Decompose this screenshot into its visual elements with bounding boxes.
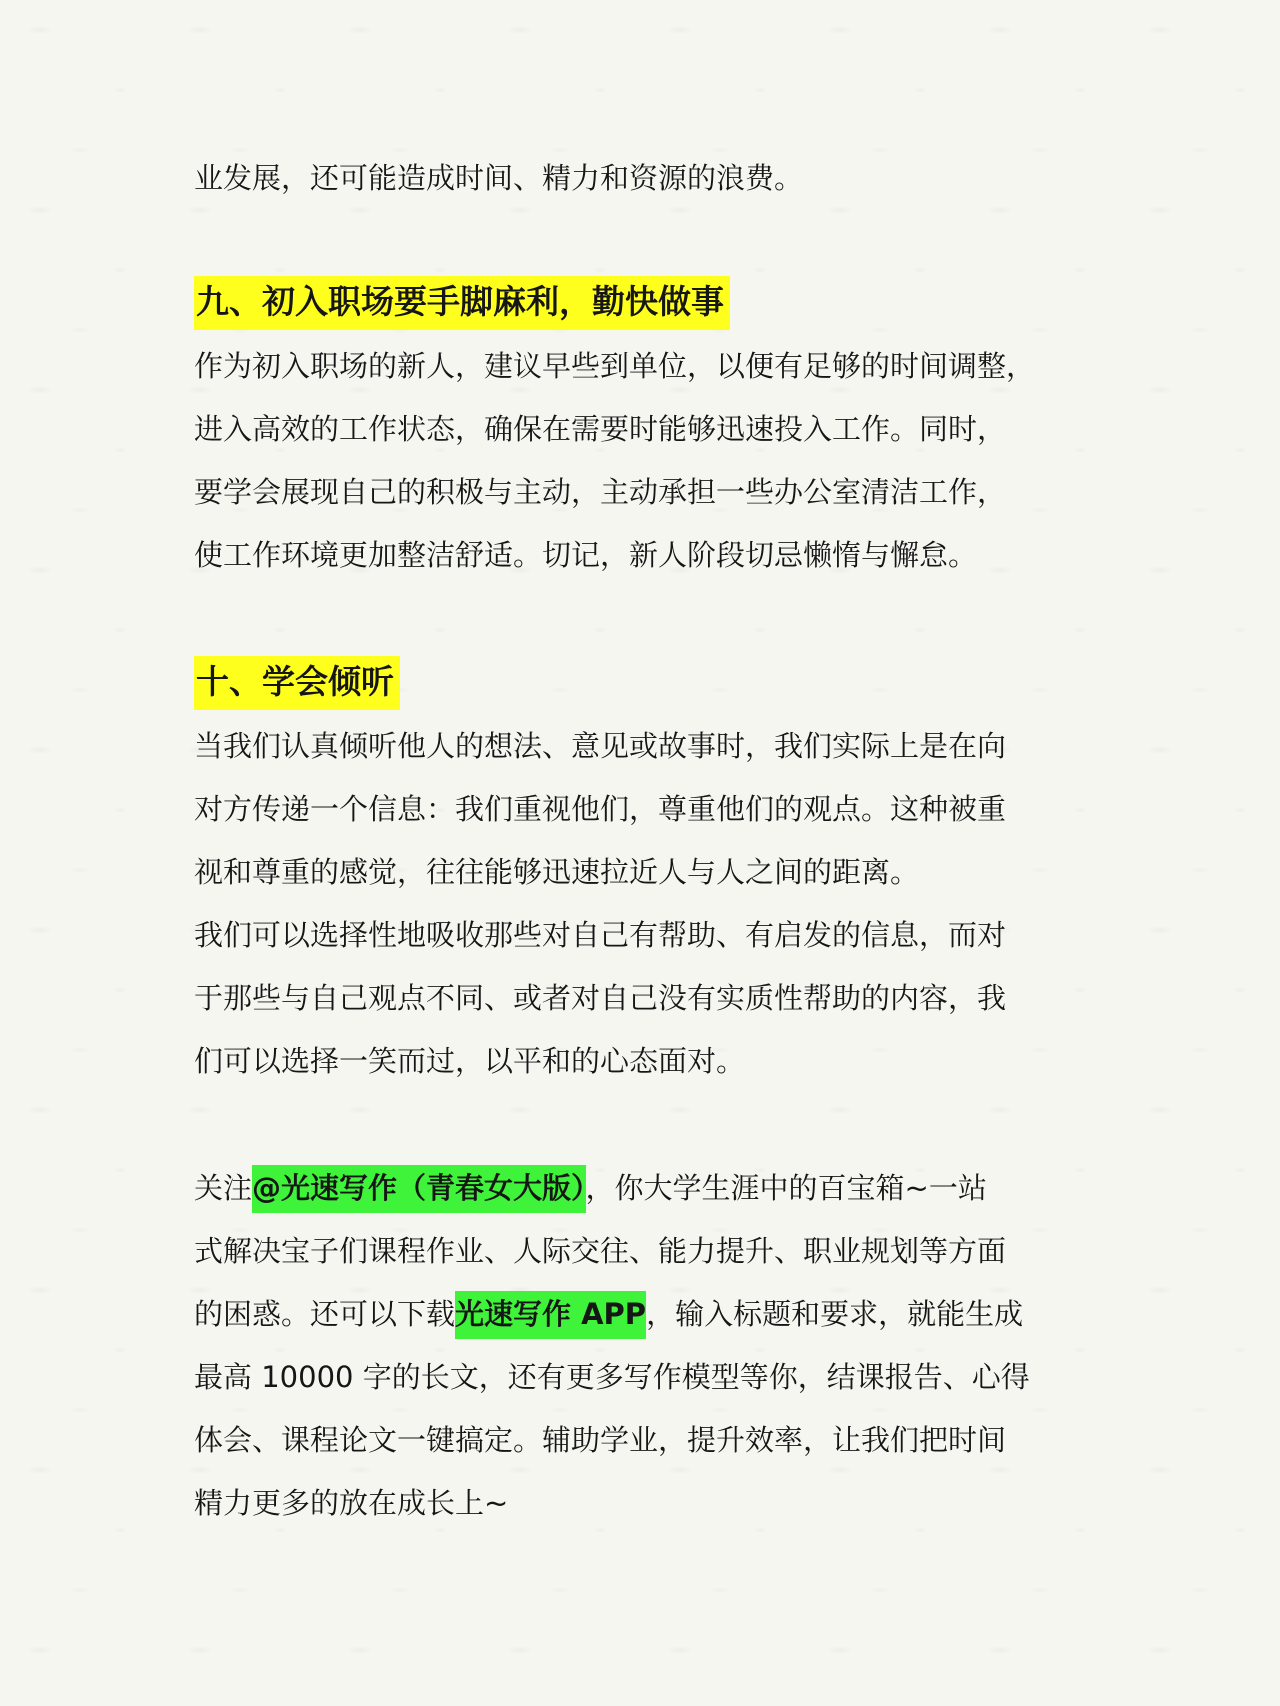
promo-line-1 (194, 1168, 987, 1208)
section-9-line-2: 进入高效的工作状态，确保在需要时能够迅速投入工作。同时， (194, 412, 1007, 446)
section-10-line-2: 对方传递一个信息：我们重视他们，尊重他们的观点。这种被重 (194, 792, 1007, 826)
promo-line-2: 式解决宝子们课程作业、人际交往、能力提升、职业规划等方面 (194, 1234, 1007, 1268)
promo-line-6: 精力更多的放在成长上~ (194, 1486, 509, 1520)
promo-line-3-prefix: 的困惑。还可以下载 (194, 1297, 456, 1331)
section-10-line-6: 们可以选择一笑而过，以平和的心态面对。 (194, 1044, 746, 1078)
section-10-line-4: 我们可以选择性地吸收那些对自己有帮助、有启发的信息，而对 (194, 918, 1007, 952)
promo-line-3-suffix: ，输入标题和要求，就能生成 (646, 1297, 1024, 1331)
section-10-line-5: 于那些与自己观点不同、或者对自己没有实质性帮助的内容，我 (194, 981, 1007, 1015)
section-9-line-3: 要学会展现自己的积极与主动，主动承担一些办公室清洁工作， (194, 475, 1007, 509)
section-9-line-1: 作为初入职场的新人，建议早些到单位，以便有足够的时间调整， (194, 349, 1036, 383)
promo-line-3 (194, 1294, 1023, 1334)
intro-line-1: 业发展，还可能造成时间、精力和资源的浪费。 (194, 161, 804, 195)
promo-line-1-suffix: ，你大学生涯中的百宝箱~一站 (585, 1171, 987, 1205)
section-10-heading: 十、学会倾听 (194, 656, 400, 710)
app-name-highlight[interactable]: 光速写作 APP (455, 1291, 646, 1339)
section-10-line-1: 当我们认真倾听他人的想法、意见或故事时，我们实际上是在向 (194, 729, 1007, 763)
account-mention-link[interactable]: @光速写作（青春女大版） (252, 1165, 586, 1213)
promo-line-1-prefix: 关注 (194, 1171, 253, 1205)
section-9-line-4: 使工作环境更加整洁舒适。切记，新人阶段切忌懒惰与懈怠。 (194, 538, 978, 572)
section-9-heading: 九、初入职场要手脚麻利，勤快做事 (194, 276, 730, 330)
promo-line-4: 最高 10000 字的长文，还有更多写作模型等你，结课报告、心得 (194, 1360, 1030, 1394)
promo-line-5: 体会、课程论文一键搞定。辅助学业，提升效率，让我们把时间 (194, 1423, 1007, 1457)
section-10-line-3: 视和尊重的感觉，往往能够迅速拉近人与人之间的距离。 (194, 855, 920, 889)
